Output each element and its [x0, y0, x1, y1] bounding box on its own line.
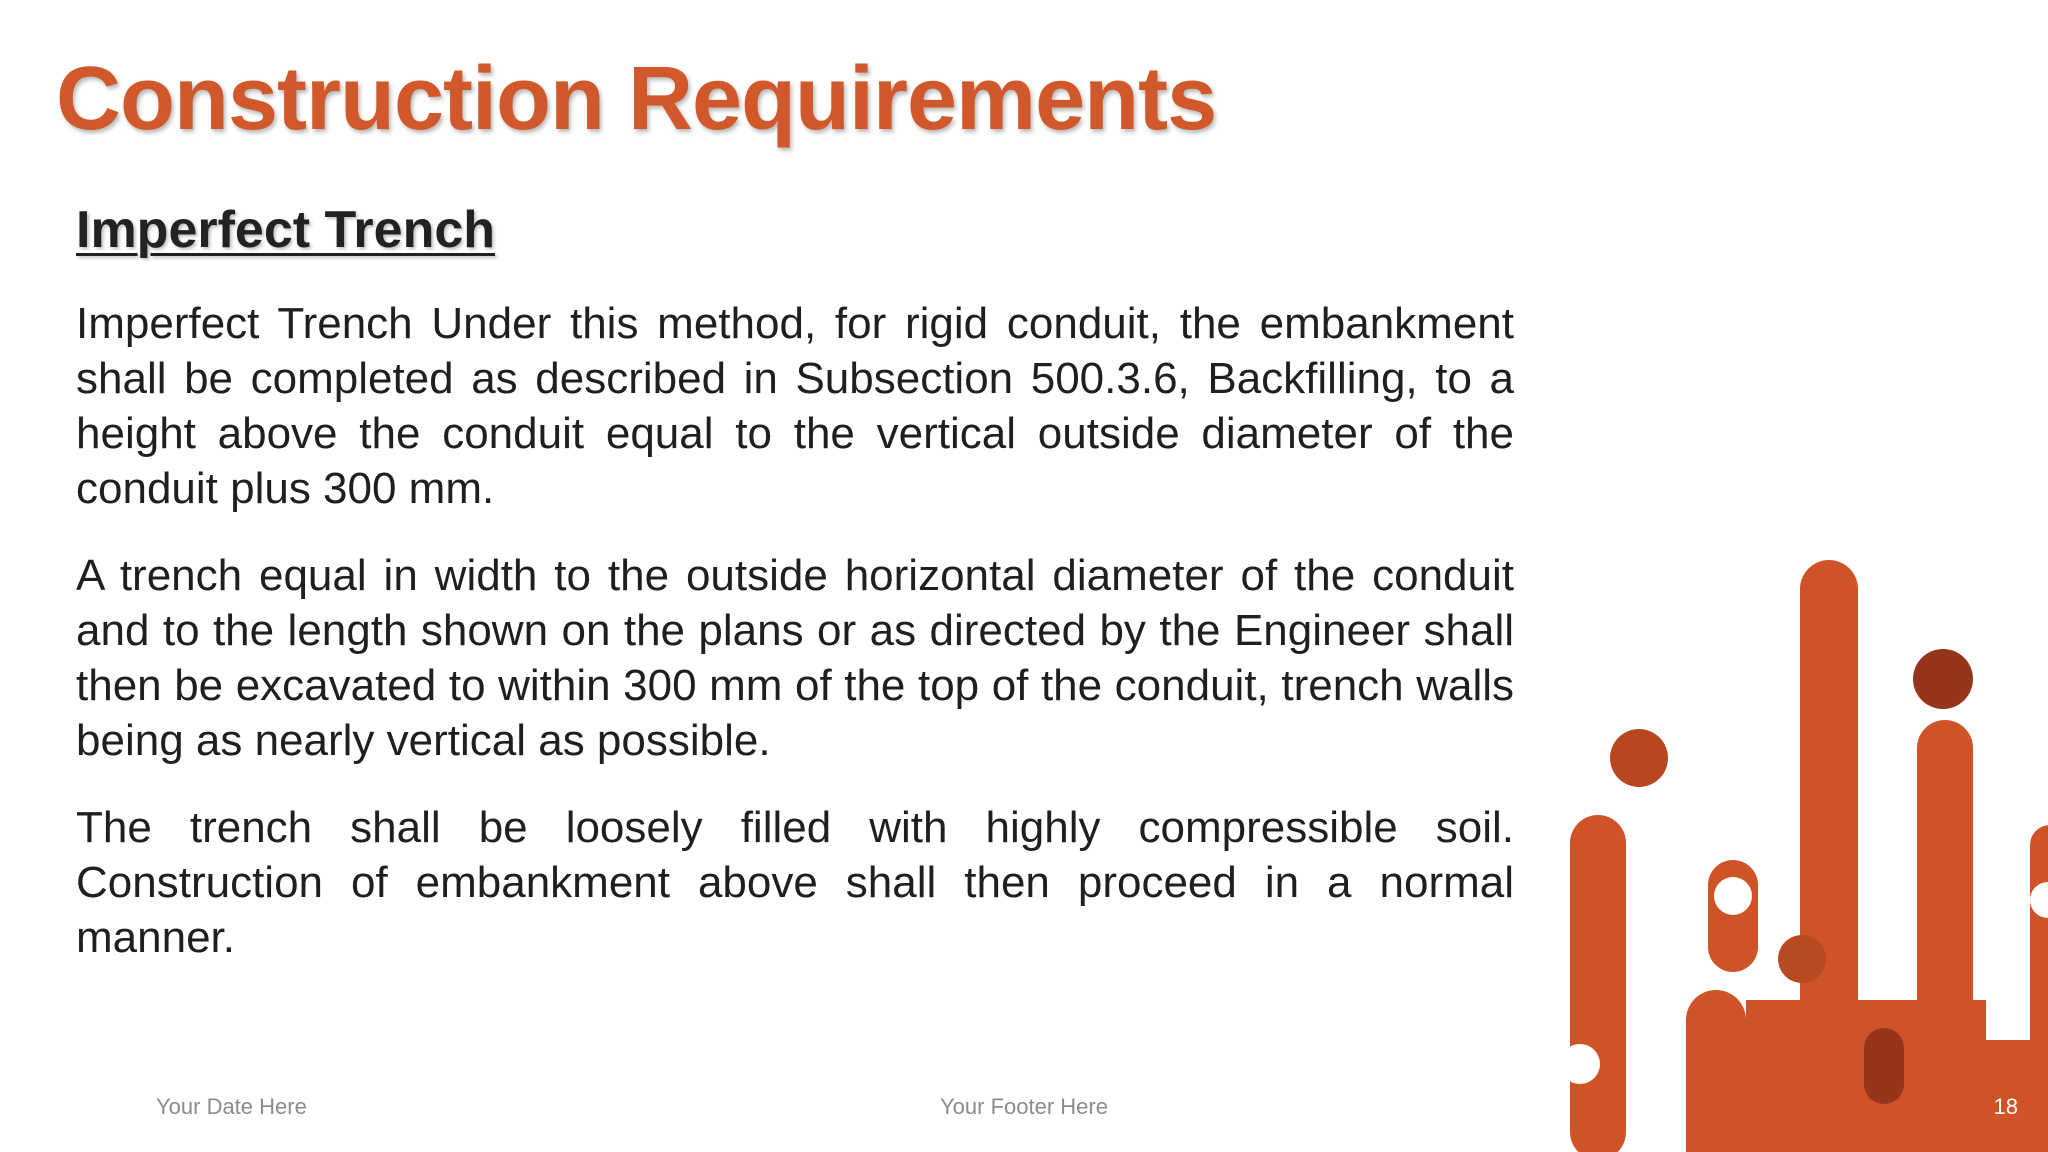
decor-dark-pill: [1864, 1028, 1904, 1104]
decor-small-pill: [1708, 860, 1758, 972]
slide-subtitle: Imperfect Trench: [76, 201, 496, 259]
page-number: 18: [1993, 1094, 2018, 1119]
decor-small-dot: [1778, 935, 1826, 983]
body-paragraph-2: A trench equal in width to the outside horizontal diameter of the conduit and to the length shown on the plans or as directed by the Engineer shall then be excavated to within 300 mm of the top of the conduit, trench walls being as nearly vertical as possible.: [76, 551, 1514, 765]
decor-pill-hole: [1714, 877, 1752, 915]
slide-title: Construction Requirements: [56, 49, 1217, 149]
footer-text: Your Footer Here: [940, 1094, 1108, 1119]
body-paragraph-1: Imperfect Trench Under this method, for rigid conduit, the embankment shall be completed as described in Subsection 500.3.6, Backfilling, to a height above the conduit equal to the vertical outside diameter of the conduit plus 300 mm.: [76, 299, 1514, 513]
decor-notch-left: [1560, 1044, 1600, 1084]
decor-dark-dot: [1913, 649, 1973, 709]
footer-date: Your Date Here: [156, 1094, 307, 1119]
decor-medium-dot: [1610, 729, 1668, 787]
body-paragraph-3: The trench shall be loosely filled with highly compressible soil. Construction of embankment above shall then proceed in a normal manner.: [76, 803, 1514, 962]
